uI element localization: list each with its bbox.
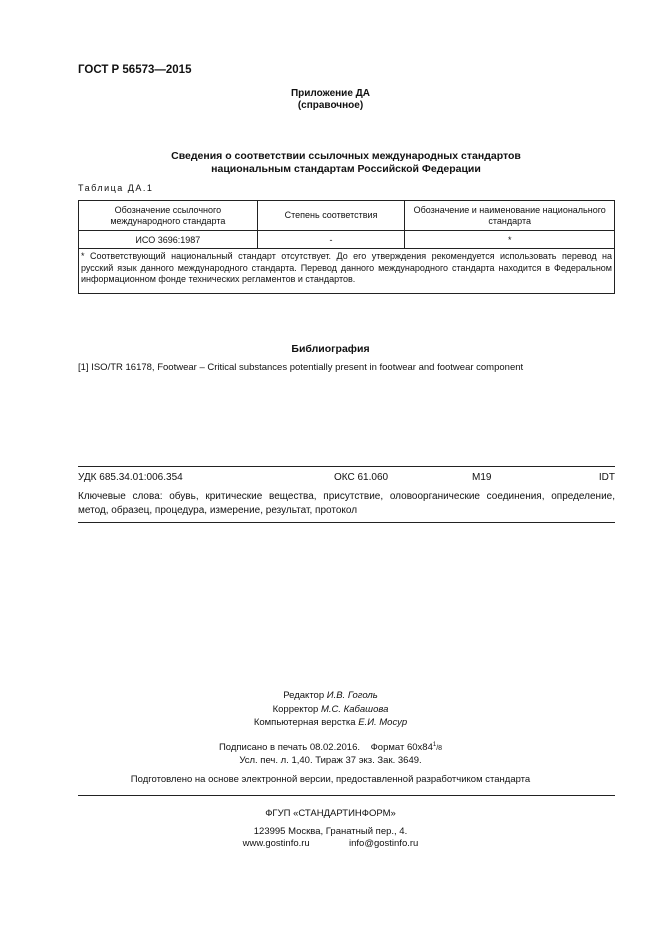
bibliography-item: [1] ISO/TR 16178, Footwear – Critical substances potentially present in footwear and footwear component	[78, 362, 524, 373]
format-fraction: 1	[432, 742, 437, 748]
publisher-website[interactable]: www.gostinfo.ru	[242, 838, 310, 849]
oks-code: ОКС 61.060	[334, 472, 389, 483]
signed-date: Подписано в печать 08.02.2016.	[218, 742, 361, 754]
credit-layout	[0, 717, 661, 728]
keywords: Ключевые слова: обувь, критические вещества, присутствие, оловоорганические соединения, определение, метод, образец, процедура, измерение, результат, протокол	[78, 491, 615, 516]
layout-label: Компьютерная верстка	[253, 717, 356, 728]
table-caption: Таблица ДА.1	[78, 183, 154, 193]
section-title-line2: национальным стандартам Российской Федерации	[211, 163, 481, 175]
proofreader-label: Корректор	[272, 704, 319, 715]
degree-code: IDT	[598, 472, 615, 483]
annex-title: Приложение ДА	[290, 88, 371, 99]
format-label: Формат 60x84	[370, 742, 433, 754]
publisher-address: 123995 Москва, Гранатный пер., 4.	[253, 826, 408, 837]
credit-proofreader	[0, 704, 661, 715]
correspondence-table	[78, 200, 615, 294]
document-code: ГОСТ Р 56573—2015	[78, 64, 192, 76]
section-title-line1: Сведения о соответствии ссылочных международных стандартов	[171, 150, 521, 162]
table-cell: -	[257, 231, 405, 249]
format-denominator: /8	[436, 745, 443, 753]
proofreader-name: М.С. Кабашова	[320, 704, 389, 715]
divider-bottom	[78, 522, 615, 523]
publisher-contacts	[0, 838, 661, 849]
udk-code: УДК 685.34.01:006.354	[78, 472, 183, 483]
table-footnote-row	[79, 249, 615, 294]
section-title	[80, 150, 612, 176]
table-header-cell: Обозначение ссылочного международного стандарта	[79, 201, 258, 231]
table-header-row	[79, 201, 615, 231]
prepared-note: Подготовлено на основе электронной версии, предоставленной разработчиком стандарта	[130, 774, 531, 785]
layout-name: Е.И. Мосур	[358, 717, 408, 728]
annex-note: (справочное)	[297, 100, 364, 111]
editor-label: Редактор	[283, 690, 325, 701]
annex-heading	[0, 88, 661, 112]
classification-row	[78, 472, 615, 486]
editor-name: И.В. Гоголь	[326, 690, 378, 701]
divider-top	[78, 466, 615, 467]
credit-editor	[0, 690, 661, 701]
table-cell: *	[405, 231, 615, 249]
print-info: Усл. печ. л. 1,40. Тираж 37 экз. Зак. 3649.	[239, 755, 422, 766]
classifier-code: М19	[472, 472, 492, 483]
table-header-cell: Обозначение и наименование национального стандарта	[405, 201, 615, 231]
table-cell: ИСО 3696:1987	[79, 231, 258, 249]
table-header-cell: Степень соответствия	[257, 201, 405, 231]
print-signed	[0, 742, 661, 753]
bibliography-heading: Библиография	[291, 343, 370, 355]
table-footnote: * Соответствующий национальный стандарт отсутствует. До его утверждения рекомендуется использовать перевод на русский язык данного международного стандарта. Перевод данного международного стандарта находится в Федеральном информационном фонде технических регламентов и стандартов.	[79, 249, 615, 294]
table-row	[79, 231, 615, 249]
publisher-name: ФГУП «СТАНДАРТИНФОРМ»	[265, 808, 396, 819]
divider-publisher	[78, 795, 615, 796]
publisher-email[interactable]: info@gostinfo.ru	[349, 838, 419, 849]
